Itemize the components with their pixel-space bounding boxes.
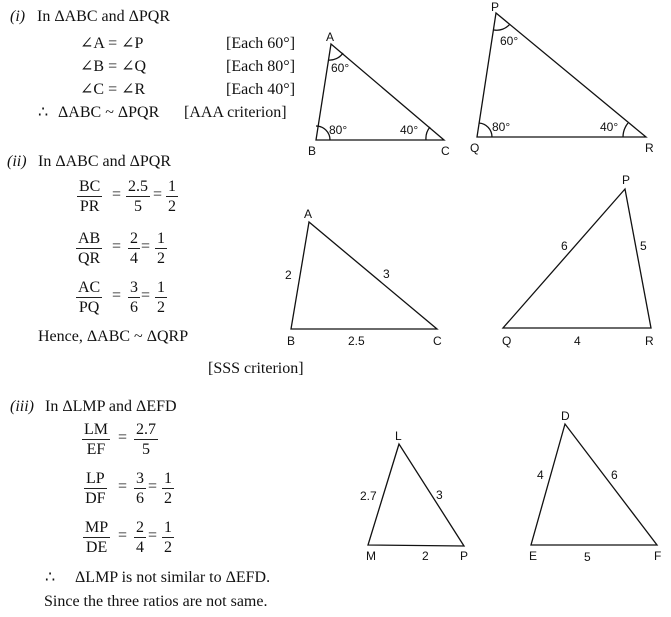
svg-text:B: B — [308, 144, 317, 158]
svg-text:3: 3 — [436, 488, 443, 502]
triangle-abc-sides — [285, 207, 442, 348]
svg-text:2.7: 2.7 — [360, 489, 377, 503]
equals-sign: = — [141, 287, 151, 304]
therefore-symbol: ∴ — [45, 569, 56, 586]
part-i-statement-2: ∠B = ∠Q — [80, 58, 147, 75]
svg-text:6: 6 — [561, 239, 568, 253]
equals-sign: = — [148, 478, 158, 495]
svg-text:P: P — [460, 549, 469, 563]
ratio-ac-pq: $\frac{AC}{PQ}$ — [78, 279, 101, 316]
part-iii-marker: (iii) — [10, 398, 34, 415]
svg-text:M: M — [366, 549, 376, 563]
equals-sign: = — [118, 527, 128, 544]
part-i-reason-1: [Each 60°] — [226, 35, 296, 52]
equals-sign: = — [141, 238, 151, 255]
ratio-value: $\frac{2}{4}$ — [130, 230, 138, 267]
svg-text:5: 5 — [640, 239, 647, 253]
svg-text:D: D — [561, 409, 570, 423]
ratio-result: $\frac{1}{2}$ — [157, 230, 165, 267]
svg-text:L: L — [395, 429, 402, 443]
triangle-pqr-sides — [502, 173, 654, 348]
svg-text:P: P — [622, 173, 631, 187]
svg-text:80°: 80° — [492, 120, 511, 134]
part-i-marker: (i) — [10, 8, 26, 25]
equals-sign: = — [118, 429, 128, 446]
svg-text:R: R — [645, 141, 654, 155]
ratio-value: $\frac{2}{4}$ — [136, 519, 144, 556]
svg-text:6: 6 — [611, 468, 618, 482]
svg-text:2: 2 — [422, 549, 429, 563]
triangle-def — [529, 409, 661, 564]
equals-sign: = — [153, 186, 163, 203]
svg-text:60°: 60° — [331, 61, 350, 75]
svg-text:F: F — [654, 549, 662, 563]
svg-text:C: C — [433, 334, 442, 348]
svg-text:C: C — [441, 144, 450, 158]
svg-text:2: 2 — [285, 268, 292, 282]
part-i-intro: In ΔABC and ΔPQR — [37, 8, 171, 25]
part-ii-conclusion: Hence, ΔABC ~ ΔQRP — [38, 328, 189, 345]
part-i-reason-2: [Each 80°] — [226, 58, 296, 75]
ratio-value: $\frac{3}{6}$ — [136, 470, 144, 507]
part-i-conclusion: ΔABC ~ ΔPQR — [58, 104, 160, 121]
part-iii-intro: In ΔLMP and ΔEFD — [45, 398, 177, 415]
ratio-mp-de: $\frac{MP}{DE}$ — [85, 519, 109, 556]
part-i-criterion: [AAA criterion] — [184, 104, 287, 121]
part-i-statement-1: ∠A = ∠P — [80, 35, 144, 52]
equals-sign: = — [112, 186, 122, 203]
ratio-lp-df: $\frac{LP}{DF}$ — [85, 470, 106, 507]
svg-text:2.5: 2.5 — [348, 334, 365, 348]
ratio-lm-ef: $\frac{LM}{EF}$ — [84, 421, 108, 458]
svg-text:Q: Q — [502, 334, 512, 348]
equals-sign: = — [112, 287, 122, 304]
ratio-value: $\frac{3}{6}$ — [130, 279, 138, 316]
ratio-value: $\frac{2.7}{5}$ — [136, 421, 156, 458]
ratio-result: $\frac{1}{2}$ — [157, 279, 165, 316]
part-i-reason-3: [Each 40°] — [226, 81, 296, 98]
part-i-statement-3: ∠C = ∠R — [80, 81, 146, 98]
svg-text:40°: 40° — [400, 123, 419, 137]
triangle-pqr-angles — [470, 0, 654, 155]
equals-sign: = — [148, 527, 158, 544]
svg-text:80°: 80° — [329, 123, 348, 137]
triangle-lmp — [360, 429, 468, 563]
svg-text:40°: 40° — [600, 120, 619, 134]
equals-sign: = — [112, 238, 122, 255]
part-ii-intro: In ΔABC and ΔPQR — [38, 153, 172, 170]
part-iii-conclusion: ΔLMP is not similar to ΔEFD. — [75, 569, 271, 586]
triangle-abc-angles — [308, 30, 450, 158]
ratio-result: $\frac{1}{2}$ — [164, 519, 172, 556]
svg-text:60°: 60° — [500, 34, 519, 48]
part-ii-marker: (ii) — [7, 153, 27, 170]
ratio-result: $\frac{1}{2}$ — [164, 470, 172, 507]
equals-sign: = — [118, 478, 128, 495]
part-iii-reason: Since the three ratios are not same. — [44, 593, 268, 610]
svg-text:R: R — [645, 334, 654, 348]
svg-text:4: 4 — [574, 334, 581, 348]
ratio-result: $\frac{1}{2}$ — [168, 178, 176, 215]
ratio-value: $\frac{2.5}{5}$ — [128, 178, 148, 215]
svg-text:A: A — [304, 207, 313, 221]
svg-text:A: A — [326, 30, 335, 44]
svg-text:B: B — [287, 334, 296, 348]
ratio-ab-qr: $\frac{AB}{QR}$ — [78, 230, 101, 267]
svg-text:3: 3 — [383, 267, 390, 281]
svg-text:5: 5 — [584, 550, 591, 564]
svg-text:E: E — [529, 549, 538, 563]
svg-text:Q: Q — [470, 141, 480, 155]
svg-text:P: P — [491, 0, 500, 14]
part-ii-criterion: [SSS criterion] — [208, 360, 304, 377]
svg-text:4: 4 — [537, 468, 544, 482]
ratio-bc-pr: $\frac{BC}{PR}$ — [79, 178, 101, 215]
therefore-symbol: ∴ — [38, 104, 49, 121]
